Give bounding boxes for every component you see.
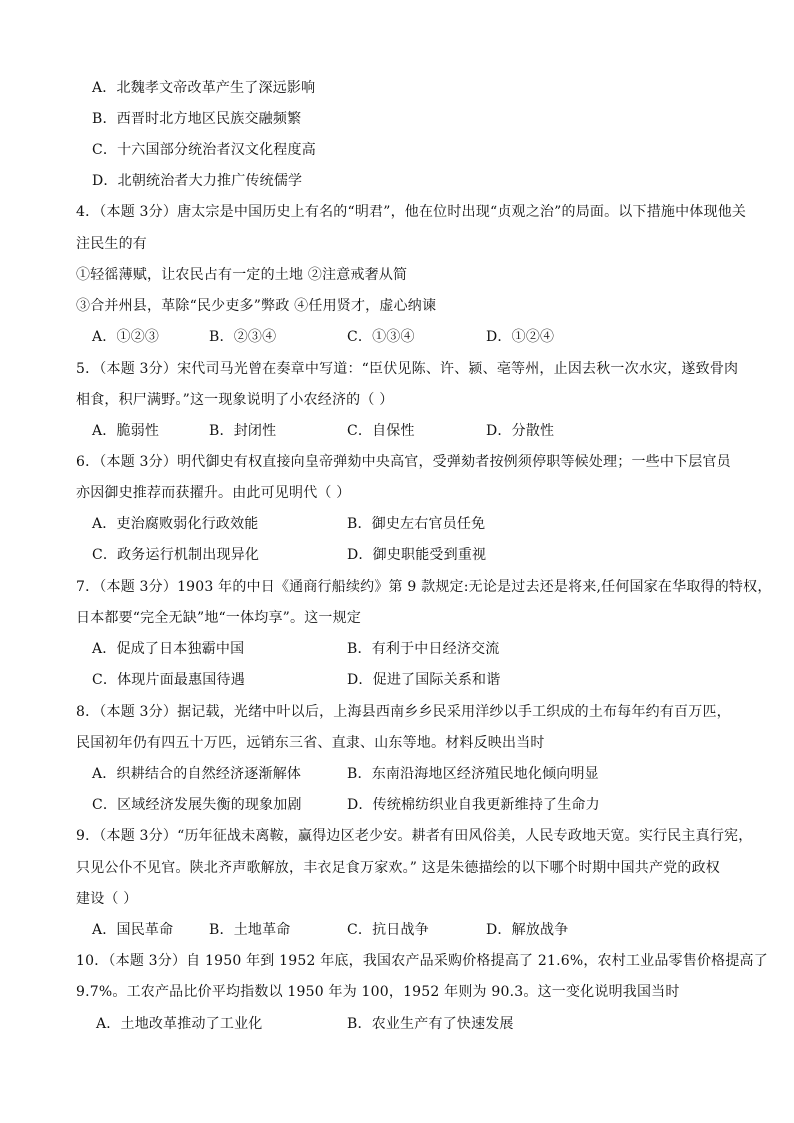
q8-stem-line-2: 民国初年仍有四五十万匹，远销东三省、直隶、山东等地。材料反映出当时	[76, 735, 545, 751]
q5-option-c: C．自保性	[347, 423, 415, 439]
q5-stem-line-2: 相食，积尸满野。”这一现象说明了小农经济的（ ）	[76, 392, 394, 408]
q9-option-b: B．土地革命	[209, 922, 291, 938]
q6-option-d: D．御史职能受到重视	[347, 547, 487, 563]
q10-stem-line-2: 9.7%。工农产品比价平均指数以 1950 年为 100，1952 年则为 90.3。这一变化说明我国当时	[76, 984, 680, 1000]
q7-stem-line-1: 7．（本题 3分）1903 年的中日《通商行船续约》第 9 款规定:无论是过去还是将来,任何国家在华取得的特权，	[76, 579, 772, 595]
q9-stem-line-3: 建设（ ）	[76, 891, 138, 907]
q7-option-a: A．促成了日本独霸中国	[92, 641, 245, 657]
q5-option-d: D．分散性	[486, 423, 555, 439]
q8-option-a: A．织耕结合的自然经济逐渐解体	[92, 766, 302, 782]
q8-option-c: C．区域经济发展失衡的现象加剧	[92, 797, 302, 813]
q7-option-c: C．体现片面最惠国待遇	[92, 672, 245, 688]
q4-option-b: B．②③④	[209, 329, 277, 345]
q4-option-c: C．①③④	[347, 329, 415, 345]
q4-items-line-1: ①轻徭薄赋，让农民占有一定的土地 ②注意戒奢从简	[76, 267, 408, 283]
q4-option-a: A．①②③	[92, 329, 160, 345]
q5-option-b: B．封闭性	[209, 423, 277, 439]
q7-option-b: B．有利于中日经济交流	[347, 641, 500, 657]
q8-option-d: D．传统棉纺织业自我更新维持了生命力	[347, 797, 600, 813]
q4-stem-line-1: 4．（本题 3分）唐太宗是中国历史上有名的“明君”，他在位时出现“贞观之治”的局面。以下措施中体现他关	[76, 204, 747, 220]
q3-option-a: A．北魏孝文帝改革产生了深远影响	[92, 80, 316, 96]
q7-stem-line-2: 日本都要“完全无缺”地“一体均享”。这一规定	[76, 610, 362, 626]
q6-stem-line-2: 亦因御史推荐而获擢升。由此可见明代（ ）	[76, 485, 351, 501]
q3-option-c: C．十六国部分统治者汉文化程度高	[92, 142, 316, 158]
q10-stem-line-1: 10．（本题 3分）自 1950 年到 1952 年底，我国农产品采购价格提高了 21.6%，农村工业品零售价格提高了	[76, 953, 768, 969]
q4-stem-line-2: 注民生的有	[76, 236, 147, 252]
q6-option-b: B．御史左右官员任免	[347, 516, 486, 532]
q8-stem-line-1: 8．（本题 3分）据记载，光绪中叶以后，上海县西南乡乡民采用洋纱以手工织成的土布每年约有百万匹，	[76, 704, 731, 720]
q9-option-a: A．国民革命	[92, 922, 174, 938]
q8-option-b: B．东南沿海地区经济殖民地化倾向明显	[347, 766, 599, 782]
q9-option-c: C．抗日战争	[347, 922, 429, 938]
q10-option-a: A．土地改革推动了工业化	[96, 1016, 263, 1032]
q6-option-c: C．政务运行机制出现异化	[92, 547, 260, 563]
q6-option-a: A．吏治腐败弱化行政效能	[92, 516, 259, 532]
q4-items-line-2: ③合并州县，革除“民少吏多”弊政 ④任用贤才，虚心纳谏	[76, 298, 437, 314]
q9-stem-line-2: 只见公仆不见官。陕北齐声歌解放，丰衣足食万家欢。” 这是朱德描绘的以下哪个时期中国共产党的政权	[76, 860, 721, 876]
q10-option-b: B．农业生产有了快速发展	[347, 1016, 514, 1032]
q9-option-d: D．解放战争	[486, 922, 569, 938]
q5-option-a: A．脆弱性	[92, 423, 160, 439]
q6-stem-line-1: 6．（本题 3分）明代御史有权直接向皇帝弹劾中央高官，受弹劾者按例须停职等候处理；一些中下层官员	[76, 454, 731, 470]
q3-option-b: B．西晋时北方地区民族交融频繁	[92, 111, 302, 127]
q7-option-d: D．促进了国际关系和谐	[347, 672, 501, 688]
q9-stem-line-1: 9．（本题 3分）“历年征战未离鞍，赢得边区老少安。耕者有田风俗美，人民专政地天宽。实行民主真行宪，	[76, 828, 753, 844]
q4-option-d: D．①②④	[486, 329, 555, 345]
q3-option-d: D．北朝统治者大力推广传统儒学	[92, 173, 303, 189]
q5-stem-line-1: 5．（本题 3分）宋代司马光曾在奏章中写道：“臣伏见陈、许、颍、亳等州，止因去秋一次水灾，遂致骨肉	[76, 361, 739, 377]
